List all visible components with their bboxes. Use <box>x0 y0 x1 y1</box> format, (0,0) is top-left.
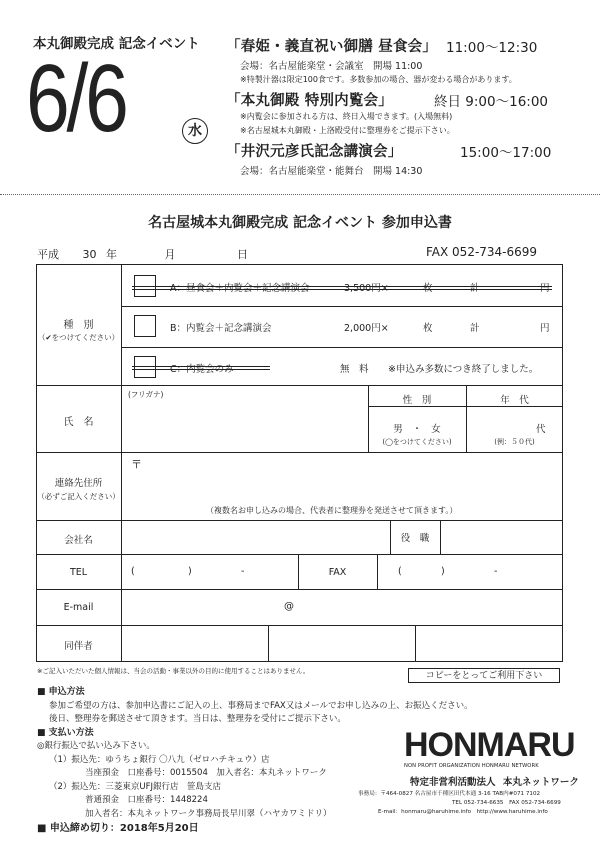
option-b-label: B：内覧会＋記念講演会 <box>170 323 272 334</box>
deadline: ■ 申込締め切り：2018年5月20日 <box>37 823 199 834</box>
event-1-venue: 会場：名古屋能楽堂・会議室 開場 11:00 <box>240 61 423 72</box>
date-era: 平成 <box>37 248 59 261</box>
age-example: (例：５０代) <box>494 438 535 446</box>
companion-2-input[interactable] <box>270 627 413 659</box>
pay-line-2: （1）振込先：ゆうちょ銀行 〇八九（ゼロハチキュウ）店 <box>49 754 270 765</box>
type-instruction: （✔をつけてください） <box>37 333 120 342</box>
option-a-strike <box>132 286 552 287</box>
postal-mark: 〒 <box>131 458 142 471</box>
fax-paren-open: ( <box>398 566 402 577</box>
pay-line-5: 普通預金 口座番号：1448224 <box>85 795 208 805</box>
form-title: 名古屋城本丸御殿完成 記念イベント 参加申込書 <box>148 215 452 231</box>
fax-dash: - <box>494 566 498 577</box>
option-a-price <box>344 280 389 294</box>
weekday-badge: 水 <box>182 118 208 144</box>
contact-note: （複数名お申し込みの場合、代表者に整理券を発送させて頂きます。） <box>206 506 458 515</box>
position-label: 役 職 <box>400 533 430 544</box>
event-3-venue: 会場：名古屋能楽堂・能舞台 開場 14:30 <box>240 166 423 177</box>
option-b-yen: 円 <box>540 323 550 334</box>
pay-line-6: 加入者名：本丸ネットワーク事務局長早川翠（ハヤカワミドリ） <box>85 808 332 819</box>
date-year: 30 <box>82 248 97 261</box>
option-c-strike-2 <box>132 369 270 370</box>
tel-input[interactable] <box>124 556 296 586</box>
option-b-total: 計 <box>470 323 480 334</box>
date-month: 月 <box>164 248 176 261</box>
age-label: 年 代 <box>500 395 529 406</box>
position-input[interactable] <box>442 522 560 552</box>
logo-subtitle: NON PROFIT ORGANIZATION HONMARU NETWORK <box>404 763 539 769</box>
date-day: 日 <box>237 248 248 261</box>
event-2-note-1: ※内覧会に参加される方は、終日入場できます。(入場無料) <box>240 112 453 121</box>
contact-instruction: （必ずご記入ください） <box>37 492 120 501</box>
option-c-note: ※申込み多数につき終了しました。 <box>388 364 539 375</box>
fax-label: FAX <box>328 567 347 578</box>
companion-1-input[interactable] <box>124 627 266 659</box>
tel-paren-close: ) <box>188 566 192 577</box>
org-tel-fax: TEL 052-734-6635 FAX 052-734-6699 <box>452 800 561 806</box>
pay-line-1: ◎銀行振込で払い込み下さい。 <box>37 741 155 751</box>
furigana-label: (フリガナ) <box>128 390 164 399</box>
option-a-strike-2 <box>132 289 552 290</box>
company-label: 会社名 <box>64 535 93 546</box>
apply-heading: ■ 申込方法 <box>37 687 85 697</box>
option-b-count: 枚 <box>423 323 433 334</box>
event-3-name: 「井沢元彦氏記念講演会」 <box>226 144 403 160</box>
fax-paren-close: ) <box>441 566 445 577</box>
companion-3-input[interactable] <box>417 627 560 659</box>
apply-line-2: 後日、整理券を郵送させて頂きます。当日は、整理券を受付にご提示下さい。 <box>49 714 346 724</box>
form-fax-number: FAX 052-734-6699 <box>426 245 538 259</box>
option-a-label <box>170 280 310 294</box>
event-1-time: 11:00～12:30 <box>446 40 538 56</box>
option-a-total <box>470 280 480 294</box>
email-at: @ <box>284 601 294 612</box>
company-input[interactable] <box>124 522 388 552</box>
org-name <box>410 774 579 788</box>
apply-line-1: 参加ご希望の方は、参加申込書にご記入の上、事務局までFAX又はメールでお申し込みの上、お振込ください。 <box>49 700 473 711</box>
event-2-note-2: ※名古屋城本丸御殿・上洛殿受付に整理券をご提示下さい。 <box>240 126 455 135</box>
option-c-label <box>170 361 234 375</box>
gender-label: 性 別 <box>402 395 432 406</box>
honmaru-logo: HONMARU <box>404 726 575 764</box>
org-title: 本丸ネットワーク <box>502 777 579 788</box>
privacy-note: ※ご記入いただいた個人情報は、当会の活動・事業以外の目的に使用することはありません。 <box>37 667 310 675</box>
pay-line-4: （2）振込先：三菱東京UFJ銀行店 笹島支店 <box>49 781 222 792</box>
event-2-time: 終日 9:00～16:00 <box>434 94 549 110</box>
name-label: 氏 名 <box>63 417 94 428</box>
event-1-name: 「春姫・義直祝い御膳 昼食会」 <box>226 39 438 55</box>
pay-line-3: 当座預金 口座番号：0015504 加入者名：本丸ネットワーク <box>85 768 327 778</box>
type-label: 種 別 <box>63 320 94 331</box>
date-year-unit: 年 <box>106 248 117 261</box>
date-line <box>37 246 248 262</box>
event-2-name: 「本丸御殿 特別内覧会」 <box>226 93 393 109</box>
option-b-checkbox[interactable] <box>134 315 156 337</box>
option-c-strike <box>132 366 270 367</box>
email-label: E-mail <box>63 602 94 613</box>
fax-input[interactable] <box>379 556 559 586</box>
option-b-price: 2,000円× <box>344 323 389 334</box>
cut-line <box>0 194 600 195</box>
tel-paren-open: ( <box>131 566 135 577</box>
gender-choice[interactable]: 男 ・ 女 <box>393 424 441 435</box>
option-c-checkbox[interactable] <box>134 356 156 378</box>
companion-label: 同伴者 <box>64 641 93 652</box>
org-email: E-mail：honmaru@haruhime.info http://www.haruhime.info <box>378 809 548 815</box>
event-1-note: ※特製汁器は限定100食です。多数参加の場合、器が変わる場合があります。 <box>240 75 517 84</box>
option-a-count <box>423 280 433 294</box>
org-address: 事務局：〒464-0827 名古屋市千種区田代本通 3-16 TAB内#071 7102 <box>358 791 541 797</box>
option-c-price: 無 料 <box>340 364 369 375</box>
contact-label: 連絡先住所 <box>54 478 103 489</box>
event-3-time: 15:00～17:00 <box>460 145 552 161</box>
gender-instruction: (◯をつけてください) <box>382 438 452 446</box>
name-input[interactable] <box>128 402 364 448</box>
tel-dash: - <box>241 566 245 577</box>
copy-note-badge: コピーをとってご利用下さい <box>408 668 560 683</box>
event-series-label: 本丸御殿完成 記念イベント <box>33 36 200 52</box>
org-type: 特定非営利活動法人 <box>410 777 496 788</box>
option-a-yen <box>540 280 550 294</box>
pay-heading: ■ 支払い方法 <box>37 727 94 738</box>
address-input[interactable] <box>128 470 558 500</box>
tel-label: TEL <box>69 567 88 578</box>
email-input[interactable] <box>124 591 560 623</box>
age-unit: 代 <box>536 424 546 435</box>
event-date: 6/6 <box>26 45 126 152</box>
